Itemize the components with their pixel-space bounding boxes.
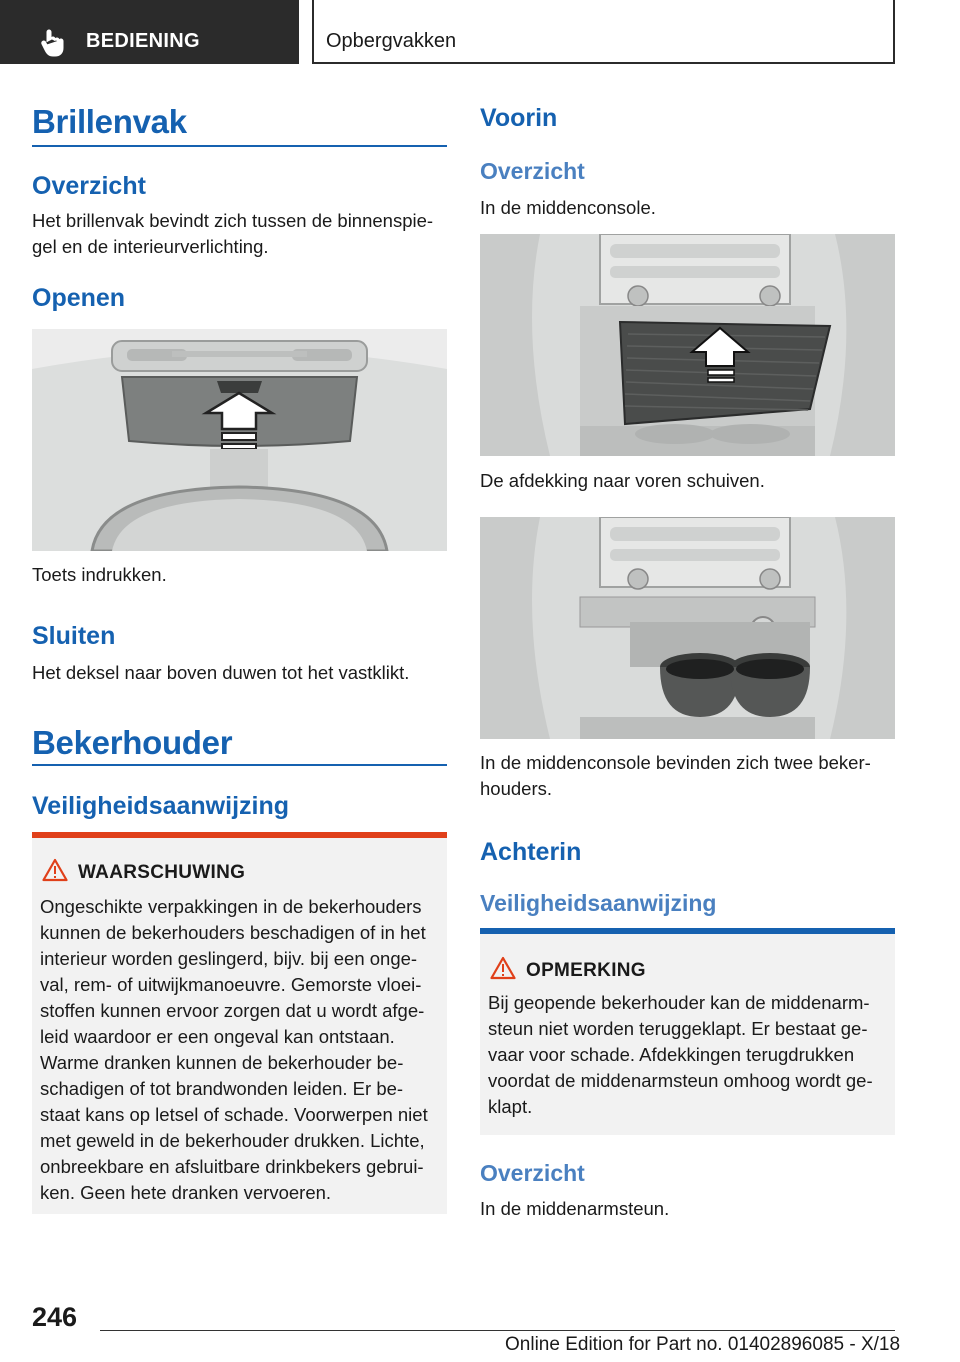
heading-achterin: Achterin [480,838,582,866]
notice-title: OPMERKING [526,960,646,981]
figure-cup-holders [480,517,895,739]
notice-box [480,928,895,1135]
warning-triangle-icon [490,956,516,980]
warning-line: met geweld in de bekerhouder drukken. Lichte, [40,1130,425,1151]
heading-overzicht-voorin: Overzicht [480,158,585,184]
warning-line: interieur worden geslingerd, bijv. bij een onge- [40,948,418,969]
warning-line: kunnen de bekerhouders beschadigen of in het [40,922,426,943]
console-caption-2-line-2: houders. [480,778,552,799]
warning-line: staat kans op letsel of schade. Voorwerpen niet [40,1104,428,1125]
chapter-title: Opbergvakken [326,30,457,52]
heading-veiligheidsaanwijzing-achterin: Veiligheidsaanwijzing [480,890,717,916]
console-caption-2-line-1: In de middenconsole bevinden zich twee beker- [480,752,871,773]
console-cover-illustration [480,234,895,456]
heading-rule [32,145,447,147]
warning-line: Ongeschikte verpakkingen in de bekerhouders [40,896,422,917]
warning-line: stoffen kunnen ervoor zorgen dat u wordt afge- [40,1000,425,1021]
heading-sluiten: Sluiten [32,622,116,650]
heading-bekerhouder: Bekerhouder [32,724,233,761]
notice-line: steun niet worden teruggeklapt. Er bestaat ge- [488,1018,868,1039]
heading-openen: Openen [32,284,126,312]
warning-line: val, rem- of uitwijkmanoeuvre. Gemorste vloei- [40,974,422,995]
warning-line: ken. Geen hete dranken vervoeren. [40,1182,332,1203]
warning-line: schadigen of tot brandwonden leiden. Er be- [40,1078,404,1099]
figure-glasses-compartment [32,329,447,551]
warning-title: WAARSCHUWING [78,862,246,883]
heading-voorin: Voorin [480,104,558,132]
heading-brillenvak: Brillenvak [32,103,187,140]
notice-line: Bij geopende bekerhouder kan de middenarm- [488,992,870,1013]
warning-line: onbreekbare en afsluitbare drinkbekers gebrui- [40,1156,424,1177]
achterin-overzicht-text: In de middenarmsteun. [480,1198,670,1219]
section-label: BEDIENING [86,30,200,52]
header-underline [312,62,895,64]
openen-caption: Toets indrukken. [32,564,167,585]
cup-holders-illustration [480,517,895,739]
warning-line: leid waardoor er een ongeval kan ontstaan. [40,1026,395,1047]
sluiten-text: Het deksel naar boven duwen tot het vastklikt. [32,662,410,683]
heading-rule-2 [32,764,447,766]
voorin-overzicht-text: In de middenconsole. [480,197,656,218]
notice-text [488,990,890,1120]
footer-edition: Online Edition for Part no. 01402896085 - X/18 [505,1334,901,1355]
overzicht-text-line-1: Het brillenvak bevindt zich tussen de binnenspie- [32,210,434,231]
warning-line: Warme dranken kunnen de bekerhouder be- [40,1052,404,1073]
notice-line: klapt. [488,1096,533,1117]
section-tab [0,0,299,64]
warning-box [32,832,447,1214]
header-divider-right [893,0,895,64]
page-number: 246 [32,1302,78,1332]
notice-bar [480,928,895,934]
console-caption-1: De afdekking naar voren schuiven. [480,470,765,491]
warning-bar [32,832,447,838]
warning-triangle-icon [42,858,68,882]
notice-line: voordat de middenarmsteun omhoog wordt ge- [488,1070,873,1091]
warning-text [40,894,442,1206]
notice-line: vaar voor schade. Afdekkingen terugdrukken [488,1044,855,1065]
header-divider [312,0,314,64]
heading-overzicht-achterin: Overzicht [480,1160,585,1186]
heading-veiligheidsaanwijzing: Veiligheidsaanwijzing [32,792,290,820]
hand-pointer-icon [38,28,68,58]
figure-console-cover [480,234,895,456]
overzicht-text-line-2: gel en de interieurverlichting. [32,236,269,257]
glasses-compartment-illustration [32,329,447,551]
heading-overzicht: Overzicht [32,172,146,200]
footer-rule [100,1330,895,1331]
